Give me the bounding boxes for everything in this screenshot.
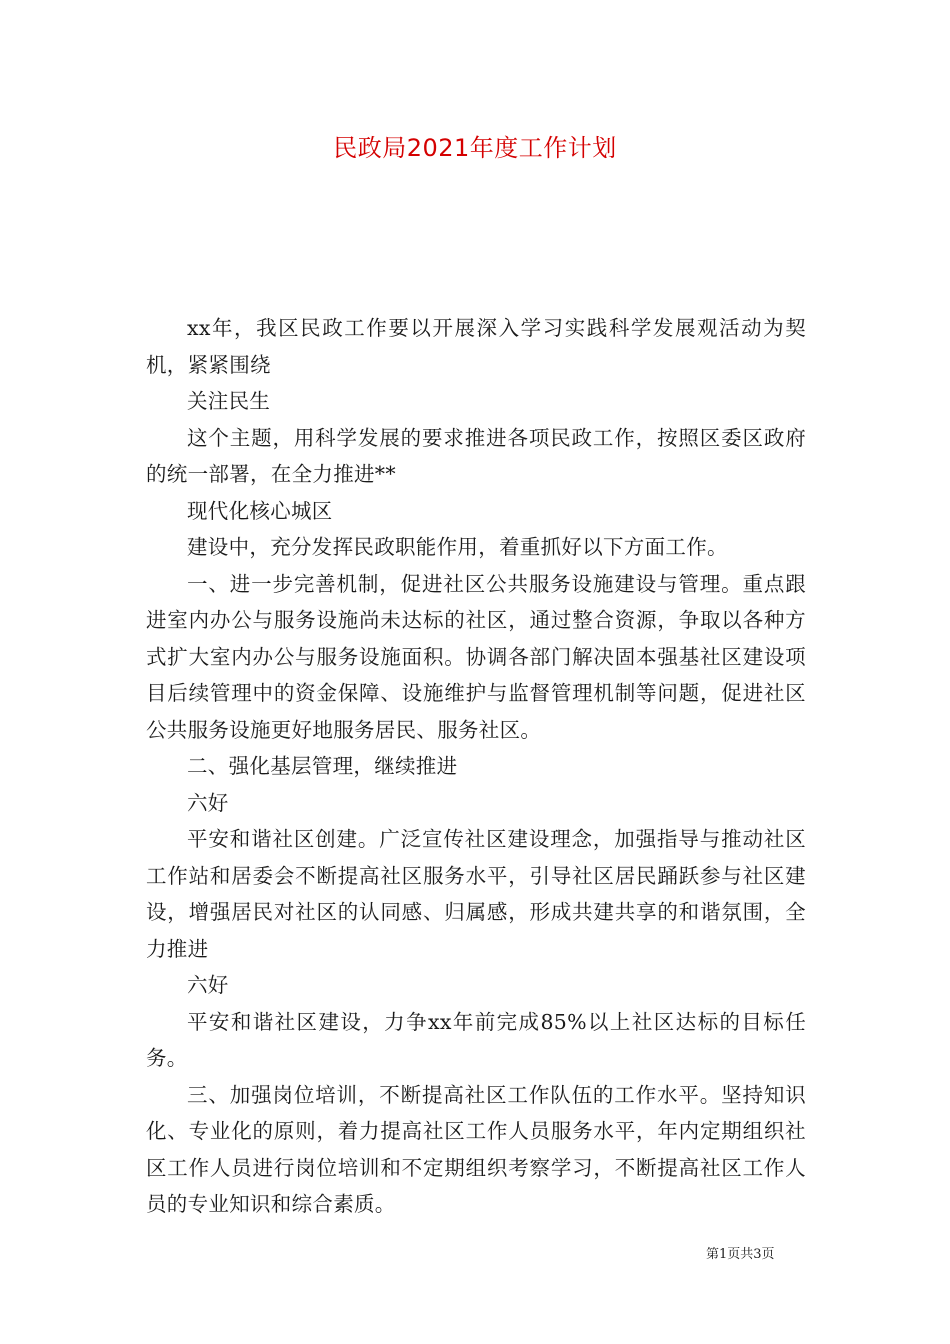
paragraph: 这个主题，用科学发展的要求推进各项民政工作，按照区委区政府的统一部署，在全力推进**	[146, 425, 806, 486]
paragraph: 现代化核心城区	[187, 498, 333, 523]
paragraph: 平安和谐社区建设，力争xx年前完成85%以上社区达标的目标任务。	[146, 1009, 806, 1070]
paragraph: 平安和谐社区创建。广泛宣传社区建设理念，加强指导与推动社区工作站和居委会不断提高社区服务水平，引导社区居民踊跃参与社区建设，增强居民对社区的认同感、归属感，形成共建共享的和谐氛围，全力推进	[146, 827, 806, 961]
paragraph: xx年，我区民政工作要以开展深入学习实践科学发展观活动为契机，紧紧围绕	[146, 316, 806, 377]
paragraph: 一、进一步完善机制，促进社区公共服务设施建设与管理。重点跟进室内办公与服务设施尚未达标的社区，通过整合资源，争取以各种方式扩大室内办公与服务设施面积。协调各部门解决固本强基社区建设项目后续管理中的资金保障、设施维护与监督管理机制等问题，促进社区公共服务设施更好地服务居民、服务社区。	[146, 571, 806, 742]
paragraph: 三、加强岗位培训，不断提高社区工作队伍的工作水平。坚持知识化、专业化的原则，着力提高社区工作人员服务水平，年内定期组织社区工作人员进行岗位培训和不定期组织考察学习，不断提高社区工作人员的专业知识和综合素质。	[146, 1082, 806, 1216]
paragraph: 六好	[187, 973, 229, 997]
paragraph: 二、强化基层管理，继续推进	[187, 754, 458, 778]
document-body	[146, 310, 806, 1223]
paragraph: 关注民生	[187, 389, 271, 413]
paragraph: 六好	[187, 790, 229, 815]
paragraph: 建设中，充分发挥民政职能作用，着重抓好以下方面工作。	[187, 535, 728, 559]
document-title: 民政局2021年度工作计划	[333, 134, 617, 162]
page-number: 第1页共3页	[706, 1247, 775, 1262]
